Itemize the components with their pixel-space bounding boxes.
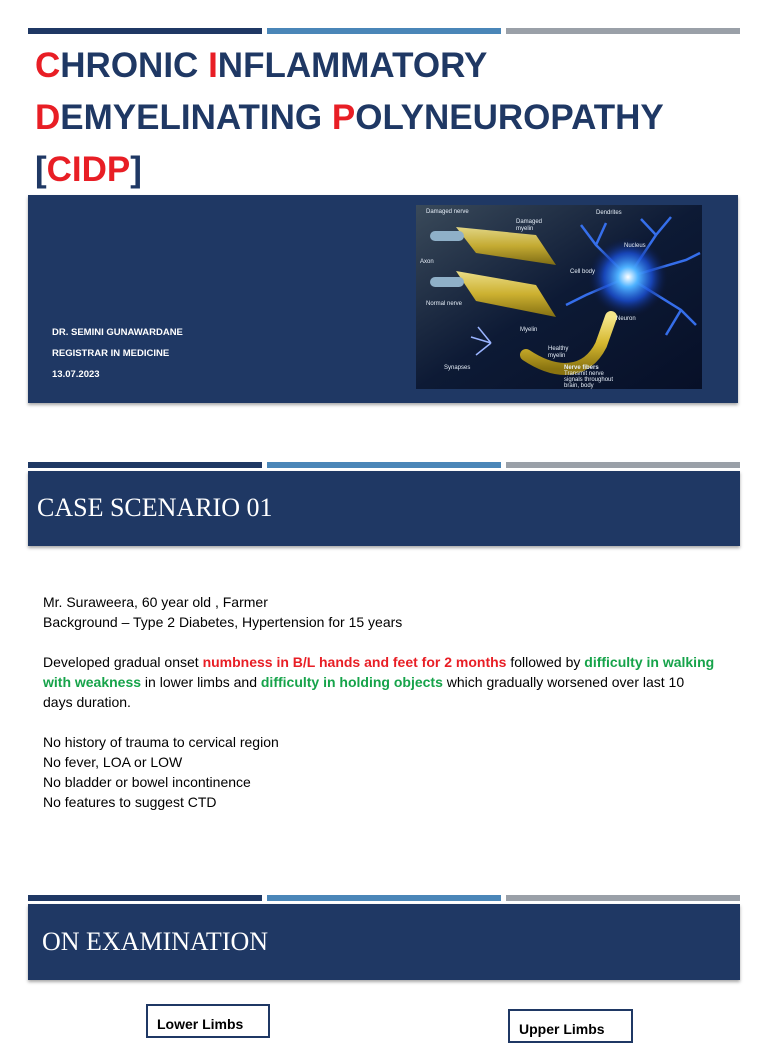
text-segment: in lower limbs and bbox=[141, 674, 261, 690]
nerve-illustration bbox=[416, 205, 702, 389]
slide-title bbox=[35, 40, 735, 196]
blue-bar bbox=[267, 462, 501, 468]
text-segment: numbness in B/L hands and feet for 2 months bbox=[202, 654, 507, 670]
author-block bbox=[52, 322, 183, 385]
presentation-paragraph bbox=[43, 652, 715, 712]
negative-history-4: No features to suggest CTD bbox=[43, 794, 217, 810]
negative-history-3: No bladder or bowel incontinence bbox=[43, 774, 251, 790]
presentation-date: 13.07.2023 bbox=[52, 369, 100, 380]
examination-banner bbox=[28, 904, 740, 980]
case-scenario-heading: CASE SCENARIO 01 bbox=[37, 493, 273, 522]
title-line-1 bbox=[35, 40, 735, 92]
navy-bar bbox=[28, 28, 262, 34]
blue-bar bbox=[267, 28, 501, 34]
blue-bar bbox=[267, 895, 501, 901]
label-cell-body: Cell body bbox=[570, 269, 596, 275]
label-axon: Axon bbox=[420, 259, 434, 265]
patient-line: Mr. Suraweera, 60 year old , Farmer bbox=[43, 594, 268, 610]
label-neuron: Neuron bbox=[616, 316, 636, 322]
upper-limbs-label: Upper Limbs bbox=[519, 1021, 605, 1037]
text-segment: HRONIC bbox=[60, 46, 209, 85]
label-myelin: Myelin bbox=[520, 327, 538, 333]
navy-bar bbox=[28, 895, 262, 901]
label-nerve-fibers-desc-3: brain, body bbox=[564, 383, 594, 389]
label-normal-nerve: Normal nerve bbox=[426, 301, 463, 307]
case-scenario-banner bbox=[28, 471, 740, 546]
title-line-3 bbox=[35, 144, 735, 196]
examination-heading: ON EXAMINATION bbox=[42, 927, 269, 956]
text-segment: C bbox=[35, 46, 61, 85]
text-segment: which gradually worsened over last 10 days duration. bbox=[43, 674, 685, 710]
label-damaged-myelin-2: myelin bbox=[516, 226, 534, 232]
author-name: DR. SEMINI GUNAWARDANE bbox=[52, 327, 183, 338]
negative-history-2: No fever, LOA or LOW bbox=[43, 754, 183, 770]
text-segment: P bbox=[331, 98, 356, 137]
text-segment: difficulty in holding objects bbox=[260, 674, 443, 690]
title-line-2 bbox=[35, 92, 735, 144]
grey-bar bbox=[506, 28, 740, 34]
text-segment: ] bbox=[130, 150, 142, 189]
author-role: REGISTRAR IN MEDICINE bbox=[52, 348, 170, 359]
case-text bbox=[43, 592, 743, 812]
label-healthy-myelin-2: myelin bbox=[548, 353, 566, 359]
lower-limbs-label: Lower Limbs bbox=[157, 1016, 244, 1032]
text-segment: CIDP bbox=[46, 150, 131, 189]
grey-bar bbox=[506, 895, 740, 901]
text-segment: EMYELINATING bbox=[60, 98, 332, 137]
negative-history-1: No history of trauma to cervical region bbox=[43, 734, 279, 750]
label-damaged-myelin-1: Damaged bbox=[516, 219, 543, 225]
slide3-header-bars bbox=[28, 895, 740, 901]
text-segment: followed by bbox=[506, 654, 585, 670]
label-healthy-myelin-1: Healthy bbox=[548, 346, 569, 352]
text-segment: OLYNEUROPATHY bbox=[355, 98, 664, 137]
label-nerve-fibers: Nerve fibers bbox=[564, 365, 599, 371]
navy-bar bbox=[28, 462, 262, 468]
upper-limbs-box bbox=[508, 1009, 633, 1043]
label-damaged-nerve: Damaged nerve bbox=[426, 209, 469, 215]
text-segment: NFLAMMATORY bbox=[217, 46, 488, 85]
text-segment: D bbox=[35, 98, 61, 137]
lower-limbs-box bbox=[146, 1004, 270, 1038]
text-segment: Developed gradual onset bbox=[43, 654, 203, 670]
slide2-header-bars bbox=[28, 462, 740, 468]
label-synapses: Synapses bbox=[444, 365, 471, 371]
text-segment: difficulty in walking with weakness bbox=[43, 654, 715, 690]
label-nerve-fibers-desc-1: Transmit nerve bbox=[564, 371, 604, 377]
text-segment: I bbox=[208, 46, 218, 85]
text-segment: [ bbox=[35, 150, 47, 189]
label-nucleus: Nucleus bbox=[624, 243, 646, 249]
title-banner bbox=[28, 195, 738, 403]
grey-bar bbox=[506, 462, 740, 468]
cell-body-glow bbox=[588, 237, 668, 317]
background-line: Background – Type 2 Diabetes, Hypertension for 15 years bbox=[43, 614, 403, 630]
slide1-header-bars bbox=[28, 28, 740, 34]
label-nerve-fibers-desc-2: signals throughout bbox=[564, 377, 614, 383]
label-dendrites: Dendrites bbox=[596, 210, 622, 216]
